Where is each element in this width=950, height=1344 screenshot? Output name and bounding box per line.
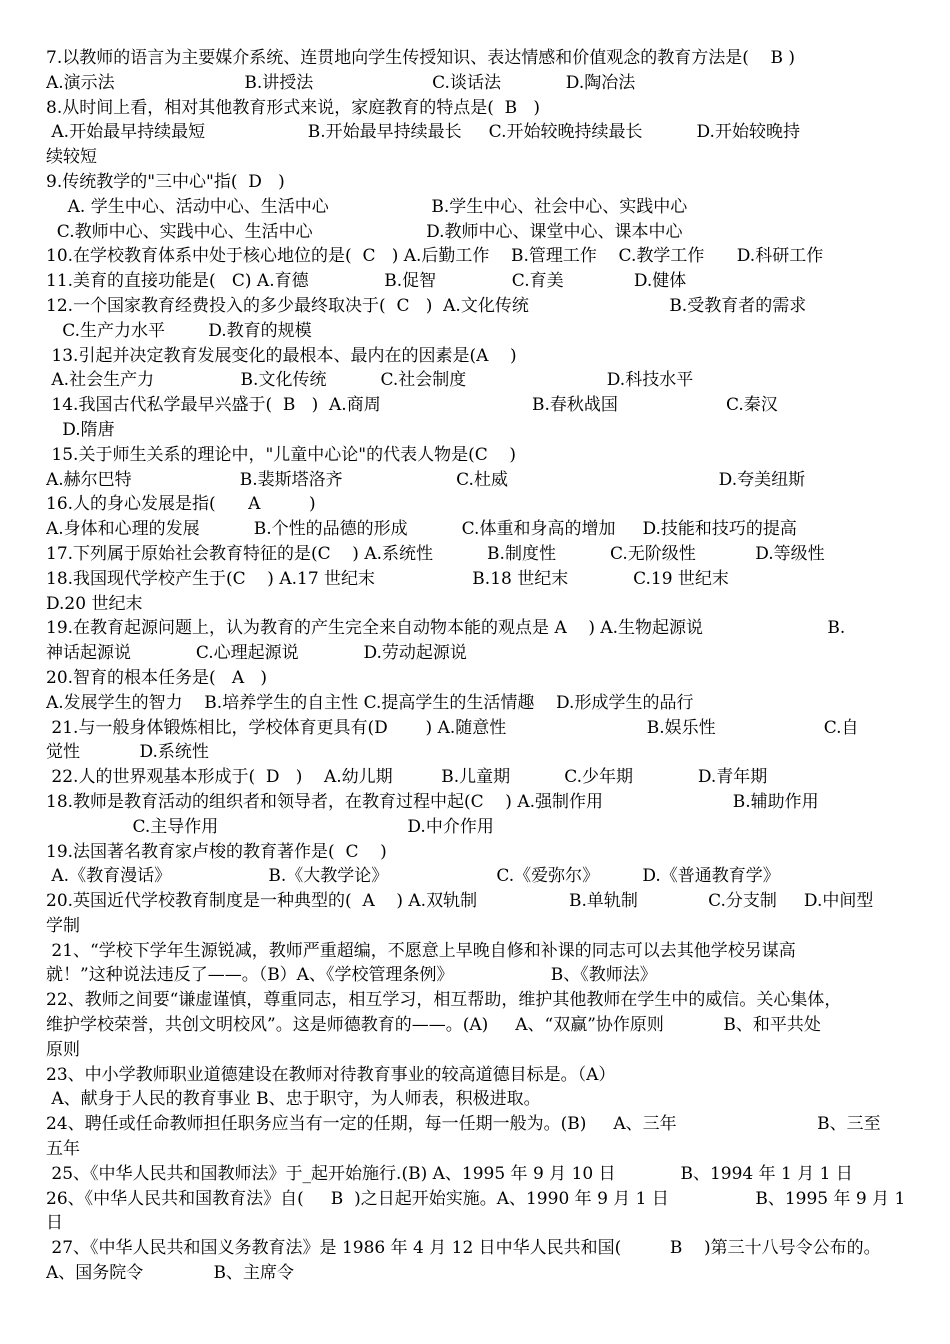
text-line: 7.以教师的语言为主要媒介系统、连贯地向学生传授知识、表达情感和价值观念的教育方法是( B ) — [46, 48, 795, 68]
text-line: C.教师中心、实践中心、生活中心 D.教师中心、课堂中心、课本中心 — [46, 221, 683, 242]
text-line: A、国务院令 B、主席令 — [46, 1263, 295, 1284]
text-line: 9.传统教学的"三中心"指( D ) — [46, 171, 285, 192]
text-line: 8.从时间上看，相对其他教育形式来说，家庭教育的特点是( B ) — [46, 97, 540, 118]
text-line: A、献身于人民的教育事业 B、忠于职守，为人师表，积极进取。 — [46, 1089, 541, 1110]
text-line: 11.美育的直接功能是( C) A.育德 B.促智 C.育美 D.健体 — [46, 271, 687, 292]
text-line: 日 — [46, 1213, 63, 1234]
text-line: 12.一个国家教育经费投入的多少最终取决于( C ) A.文化传统 B.受教育者的需求 — [46, 295, 807, 316]
text-line: A. 学生中心、活动中心、生活中心 B.学生中心、社会中心、实践中心 — [46, 196, 688, 217]
text-line: A.开始最早持续最短 B.开始最早持续最长 C.开始较晚持续最长 D.开始较晚持 — [46, 122, 800, 143]
text-line: 觉性 D.系统性 — [46, 742, 209, 763]
text-line: 20.英国近代学校教育制度是一种典型的( A ) A.双轨制 B.单轨制 C.分支制 D.中间型 — [46, 891, 874, 912]
text-line: A.身体和心理的发展 B.个性的品德的形成 C.体重和身高的增加 D.技能和技巧的提高 — [46, 519, 797, 540]
text-line: 23、中小学教师职业道德建设在教师对待教育事业的较高道德目标是。（A） — [46, 1064, 616, 1085]
text-line: 16.人的身心发展是指( A ) — [46, 494, 316, 515]
text-line: 神话起源说 C.心理起源说 D.劳动起源说 — [46, 643, 467, 664]
text-line: A.发展学生的智力 B.培养学生的自主性 C.提高学生的生活情趣 D.形成学生的品行 — [46, 692, 694, 713]
text-line: 维护学校荣誉，共创文明校风”。这是师德教育的——。(A) A、“双赢”协作原则 B、和平共处 — [46, 1015, 821, 1036]
text-line: 19.在教育起源问题上，认为教育的产生完全来自动物本能的观点是 A ) A.生物起源说 B. — [46, 618, 846, 639]
text-line: 五年 — [46, 1139, 80, 1160]
text-line: 续较短 — [46, 147, 97, 168]
text-line: 18.我国现代学校产生于(C ) A.17 世纪末 B.18 世纪末 C.19 世纪末 — [46, 568, 729, 589]
text-line: A.演示法 B.讲授法 C.谈话法 D.陶冶法 — [46, 72, 636, 93]
text-line: 26、《中华人民共和国教育法》自( B )之日起开始实施。A、1990 年 9 月 1 日 B、1995 年 9 月 1 — [46, 1188, 906, 1209]
text-line: C.主导作用 D.中介作用 — [46, 816, 494, 837]
text-line: 20.智育的根本任务是( A ) — [46, 667, 267, 688]
text-line: 21.与一般身体锻炼相比，学校体育更具有(D ) A.随意性 B.娱乐性 C.自 — [46, 717, 859, 738]
text-line: 18.教师是教育活动的组织者和领导者，在教育过程中起(C ) A.强制作用 B.辅助作用 — [46, 791, 819, 812]
text-line: 学制 — [46, 915, 80, 936]
document-page — [46, 46, 908, 1286]
text-line: 25、《中华人民共和国教师法》于_起开始施行.(B) A、1995 年 9 月 10 日 B、1994 年 1 月 1 日 — [46, 1163, 853, 1184]
text-line: D.20 世纪末 — [46, 593, 143, 614]
text-line: 就！”这种说法违反了——。（B）A、《学校管理条例》 B、《教师法》 — [46, 965, 657, 986]
text-line: C.生产力水平 D.教育的规模 — [46, 320, 312, 341]
text-line: A.社会生产力 B.文化传统 C.社会制度 D.科技水平 — [46, 370, 694, 391]
text-line: 15.关于师生关系的理论中，"儿童中心论"的代表人物是(C ) — [46, 444, 516, 465]
text-line: 22、教师之间要“谦虚谨慎，尊重同志，相互学习，相互帮助，维护其他教师在学生中的威信。关心集体， — [46, 990, 842, 1011]
text-line: 19.法国著名教育家卢梭的教育著作是( C ) — [46, 841, 387, 862]
text-line: A.《教育漫话》 B.《大教学论》 C.《爱弥尔》 D.《普通教育学》 — [46, 866, 780, 887]
text-line: 27、《中华人民共和国义务教育法》是 1986 年 4 月 12 日中华人民共和国( B )第三十八号令公布的。 — [46, 1238, 881, 1259]
text-line: 10.在学校教育体系中处于核心地位的是( C ) A.后勤工作 B.管理工作 C.教学工作 D.科研工作 — [46, 246, 824, 267]
text-line: 21、“学校下学年生源锐减，教师严重超编，不愿意上早晚自修和补课的同志可以去其他学校另谋高 — [46, 940, 796, 961]
text-line: 24、聘任或任命教师担任职务应当有一定的任期，每一任期一般为。(B) A、三年 B、三至 — [46, 1114, 881, 1135]
text-line: 原则 — [46, 1039, 80, 1060]
text-line: 13.引起并决定教育发展变化的最根本、最内在的因素是(A ) — [46, 345, 517, 366]
text-line: 17.下列属于原始社会教育特征的是(C ) A.系统性 B.制度性 C.无阶级性 D.等级性 — [46, 543, 825, 564]
text-line: A.赫尔巴特 B.裴斯塔洛齐 C.杜威 D.夸美纽斯 — [46, 469, 806, 490]
text-line: D.隋唐 — [46, 419, 115, 440]
text-line: 22.人的世界观基本形成于( D ) A.幼儿期 B.儿童期 C.少年期 D.青年期 — [46, 767, 768, 788]
text-line: 14.我国古代私学最早兴盛于( B ) A.商周 B.春秋战国 C.秦汉 — [46, 395, 778, 416]
